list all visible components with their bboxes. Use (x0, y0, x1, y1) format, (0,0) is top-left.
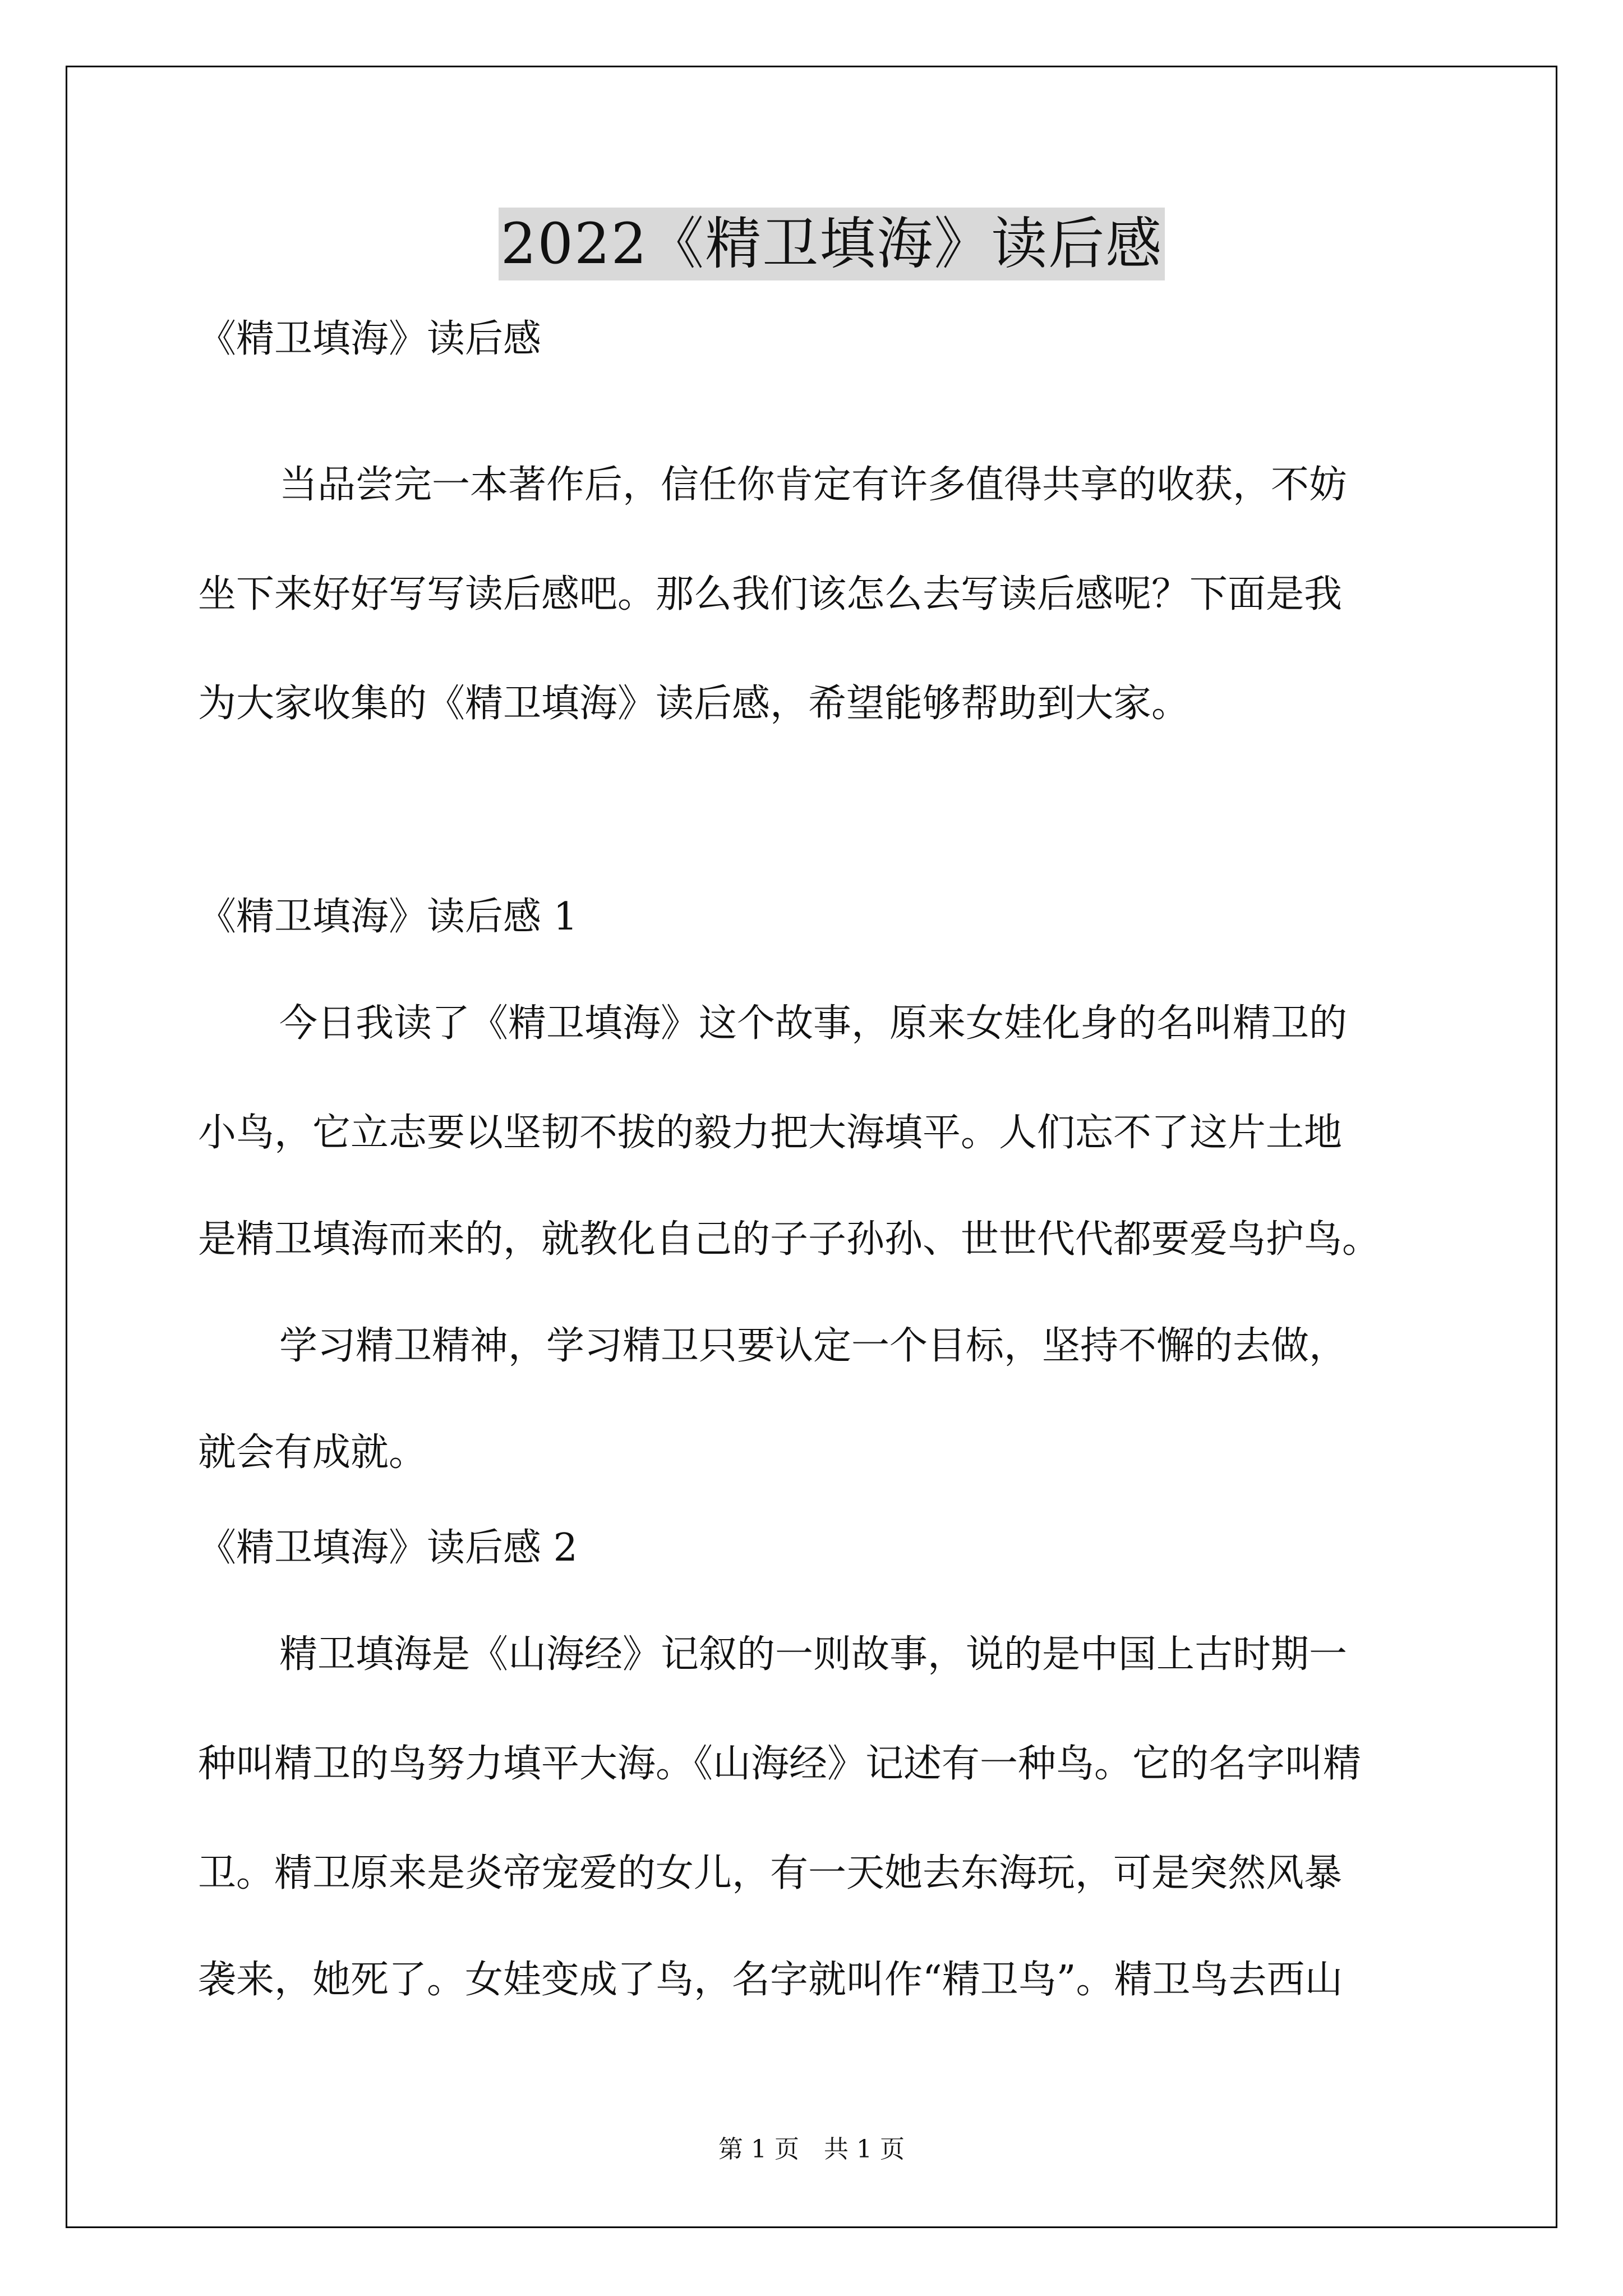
section1-para1-line: 小鸟，它立志要以坚韧不拔的毅力把大海填平。人们忘不了这片土地 (198, 1111, 1343, 1155)
title-block (198, 208, 1465, 280)
section2-para1-line: 袭来，她死了。女娃变成了鸟，名字就叫作“精卫鸟”。精卫鸟去西山 (198, 1958, 1343, 2002)
page-footer: 第 1 页 共 1 页 (718, 2135, 905, 2164)
section1-para2-line: 就会有成就。 (198, 1430, 427, 1475)
section2-para1-line: 种叫精卫的鸟努力填平大海。《山海经》记述有一种鸟。它的名字叫精 (198, 1742, 1362, 1786)
document-title: 2022《精卫填海》读后感 (499, 208, 1165, 280)
intro-heading: 《精卫填海》读后感 (198, 317, 542, 361)
section1-heading: 《精卫填海》读后感 1 (198, 895, 578, 939)
section1-para2-line: 学习精卫精神，学习精卫只要认定一个目标，坚持不懈的去做， (279, 1324, 1348, 1368)
section2-heading: 《精卫填海》读后感 2 (198, 1526, 578, 1570)
intro-line: 坐下来好好写写读后感吧。那么我们该怎么去写读后感呢？下面是我 (198, 572, 1343, 616)
section1-para1-line: 今日我读了《精卫填海》这个故事，原来女娃化身的名叫精卫的 (279, 1001, 1348, 1046)
section2-para1-line: 卫。精卫原来是炎帝宠爱的女儿，有一天她去东海玩，可是突然风暴 (198, 1851, 1343, 1895)
section1-para1-line: 是精卫填海而来的，就教化自己的子子孙孙、世世代代都要爱鸟护鸟。 (198, 1217, 1381, 1262)
section2-para1-line: 精卫填海是《山海经》记叙的一则故事，说的是中国上古时期一 (279, 1632, 1348, 1677)
intro-line: 当品尝完一本著作后，信任你肯定有许多值得共享的收获，不妨 (279, 463, 1348, 507)
intro-line: 为大家收集的《精卫填海》读后感，希望能够帮助到大家。 (198, 682, 1190, 726)
